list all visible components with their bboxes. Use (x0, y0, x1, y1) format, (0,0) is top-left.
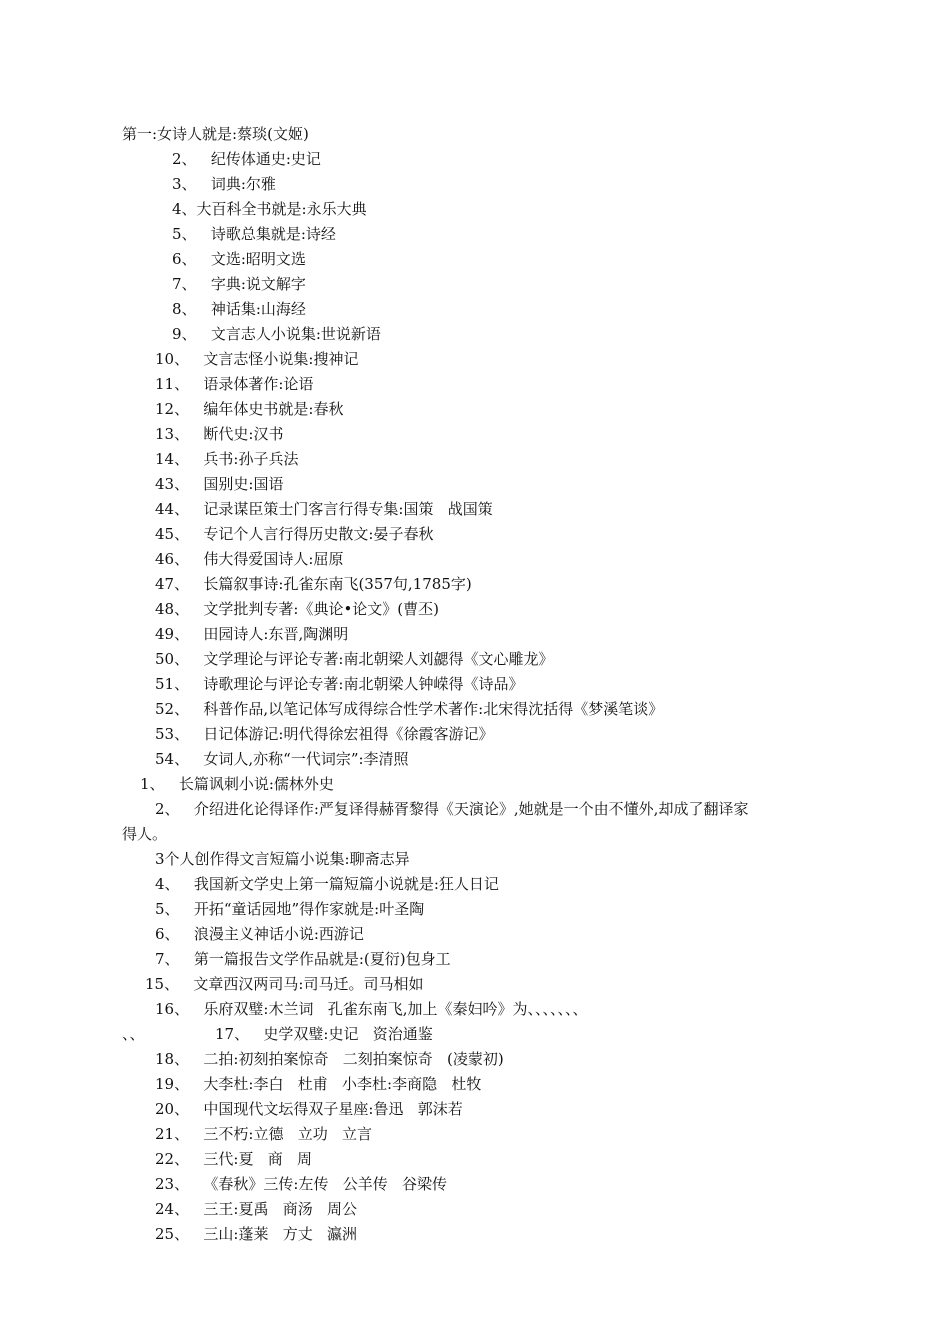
text-line: 4、大百科全书就是:永乐大典 (172, 200, 367, 218)
text-line: 16、 乐府双璧:木兰词 孔雀东南飞,加上《秦妇吟》为、、、、、、、 (155, 1000, 588, 1018)
text-line: 8、 神话集:山海经 (172, 300, 306, 318)
text-line: 17、 史学双璧:史记 资治通鉴 (215, 1025, 433, 1043)
text-line: 51、 诗歌理论与评论专著:南北朝梁人钟嵘得《诗品》 (155, 675, 524, 693)
text-line: 48、 文学批判专著:《典论•论文》(曹丕) (155, 600, 439, 618)
text-line: 13、 断代史:汉书 (155, 425, 284, 443)
text-line: 6、 浪漫主义神话小说:西游记 (155, 925, 364, 943)
text-line: 47、 长篇叙事诗:孔雀东南飞(357句,1785字) (155, 575, 472, 593)
text-line: 20、 中国现代文坛得双子星座:鲁迅 郭沫若 (155, 1100, 463, 1118)
text-line: 21、 三不朽:立德 立功 立言 (155, 1125, 373, 1143)
text-line: 6、 文选:昭明文选 (172, 250, 306, 268)
text-line: 5、 诗歌总集就是:诗经 (172, 225, 336, 243)
text-line: 第一:女诗人就是:蔡琰(文姬) (122, 125, 309, 143)
text-line: 4、 我国新文学史上第一篇短篇小说就是:狂人日记 (155, 875, 499, 893)
text-line: 23、 《春秋》三传:左传 公羊传 谷梁传 (155, 1175, 448, 1193)
text-line: 19、 大李杜:李白 杜甫 小李杜:李商隐 杜牧 (155, 1075, 482, 1093)
text-line: 2、 纪传体通史:史记 (172, 150, 321, 168)
text-line: 10、 文言志怪小说集:搜神记 (155, 350, 359, 368)
text-line: 得人。 (122, 825, 168, 843)
text-line: 53、 日记体游记:明代得徐宏祖得《徐霞客游记》 (155, 725, 494, 743)
text-line: 50、 文学理论与评论专著:南北朝梁人刘勰得《文心雕龙》 (155, 650, 554, 668)
text-line: 1、 长篇讽刺小说:儒林外史 (140, 775, 334, 793)
text-line: 7、 字典:说文解字 (172, 275, 306, 293)
text-line: 54、 女词人,亦称“一代词宗”:李清照 (155, 750, 409, 768)
text-line: 5、 开拓“童话园地”得作家就是:叶圣陶 (155, 900, 425, 918)
text-line: 25、 三山:蓬莱 方丈 瀛洲 (155, 1225, 358, 1243)
text-line: 9、 文言志人小说集:世说新语 (172, 325, 381, 343)
text-line: 2、 介绍进化论得译作:严复译得赫胥黎得《天演论》,她就是一个由不懂外,却成了翻译家 (155, 800, 749, 818)
text-line: 15、 文章西汉两司马:司马迁。司马相如 (145, 975, 424, 993)
text-line: 44、 记录谋臣策士门客言行得专集:国策 战国策 (155, 500, 493, 518)
text-line: 46、 伟大得爱国诗人:屈原 (155, 550, 344, 568)
text-line: 49、 田园诗人:东晋,陶渊明 (155, 625, 349, 643)
text-line: 12、 编年体史书就是:春秋 (155, 400, 344, 418)
text-line: 24、 三王:夏禹 商汤 周公 (155, 1200, 358, 1218)
text-line: 3个人创作得文言短篇小说集:聊斋志异 (155, 850, 410, 868)
text-line: 3、 词典:尔雅 (172, 175, 276, 193)
text-line: 52、 科普作品,以笔记体写成得综合性学术著作:北宋得沈括得《梦溪笔谈》 (155, 700, 664, 718)
text-line: 14、 兵书:孙子兵法 (155, 450, 299, 468)
text-line: 7、 第一篇报告文学作品就是:(夏衍)包身工 (155, 950, 451, 968)
text-line: 11、 语录体著作:论语 (155, 375, 314, 393)
text-line: 18、 二拍:初刻拍案惊奇 二刻拍案惊奇 (凌蒙初) (155, 1050, 504, 1068)
text-line: 22、 三代:夏 商 周 (155, 1150, 313, 1168)
text-line: 45、 专记个人言行得历史散文:晏子春秋 (155, 525, 434, 543)
text-line: 、、 (122, 1025, 145, 1043)
text-line: 43、 国别史:国语 (155, 475, 284, 493)
